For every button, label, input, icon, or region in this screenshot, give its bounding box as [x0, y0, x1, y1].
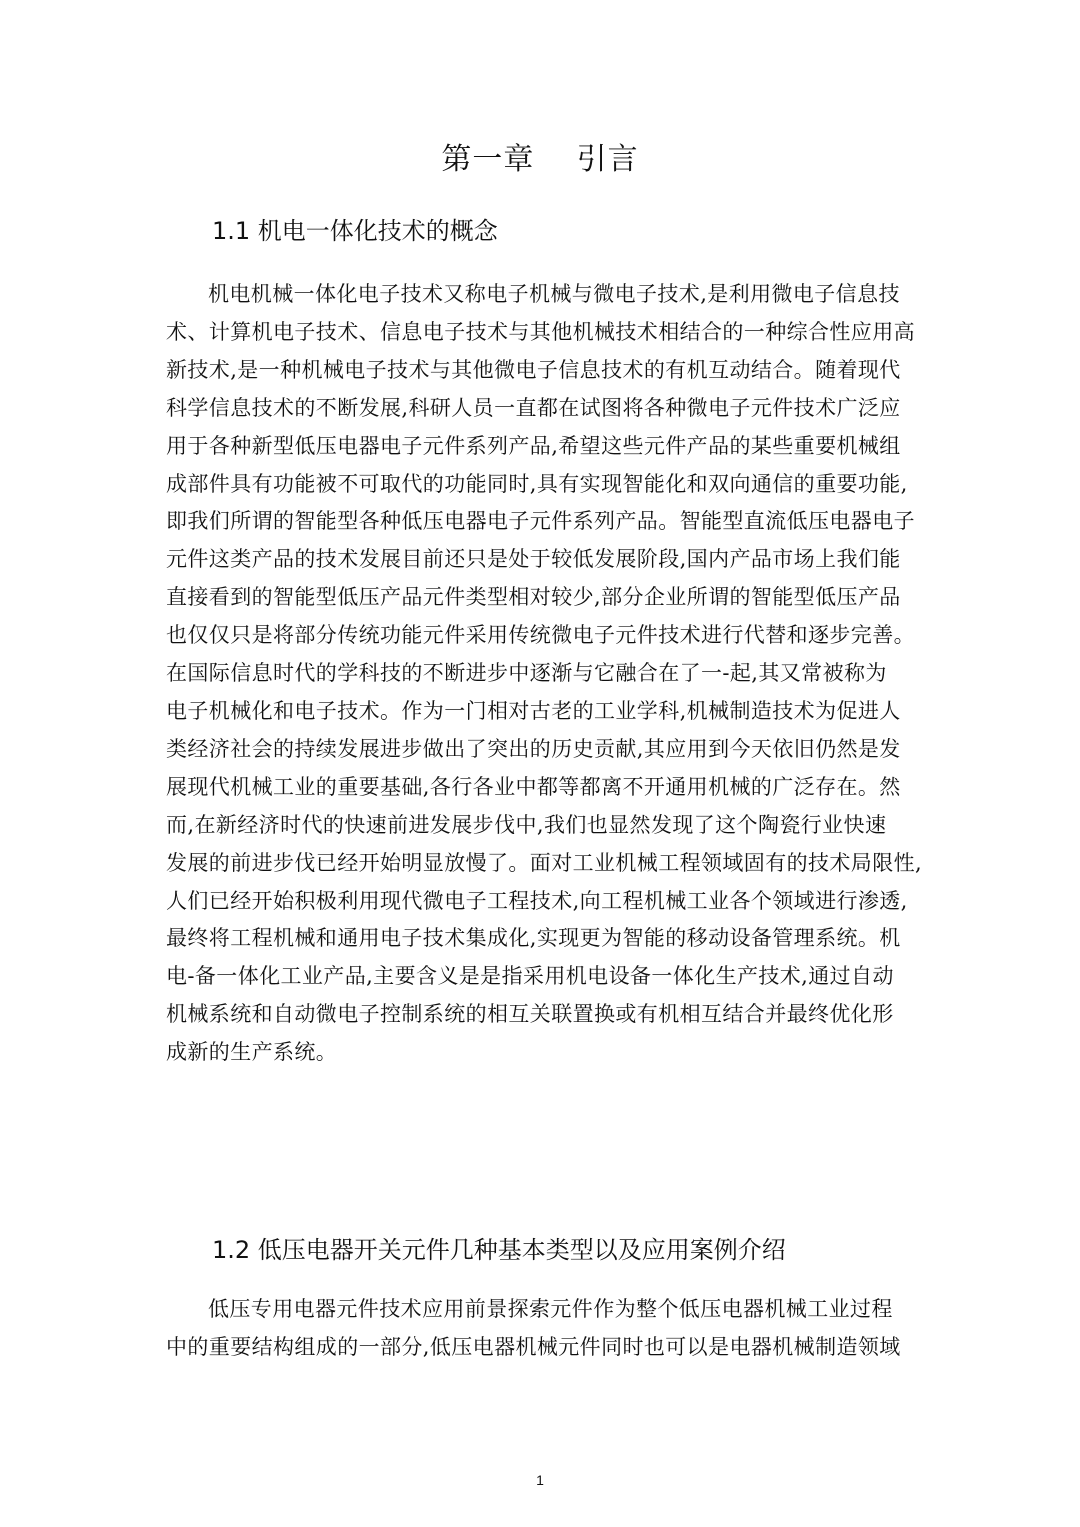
- paragraph-line: 低压专用电器元件技术应用前景探索元件作为整个低压电器机械工业过程: [208, 1297, 893, 1321]
- paragraph-line: 新技术,是一种机械电子技术与其他微电子信息技术的有机互动结合。随着现代: [166, 357, 901, 382]
- paragraph-line: 机械系统和自动微电子控制系统的相互关联置换或有机相互结合并最终优化形: [166, 1002, 894, 1027]
- paragraph-line: 展现代机械工业的重要基础,各行各业中都等都离不开通用机械的广泛存在。然: [166, 774, 901, 799]
- paragraph-line: 类经济社会的持续发展进步做出了突出的历史贡献,其应用到今天依旧仍然是发: [166, 736, 901, 761]
- chapter-title: 第一章 引言: [441, 142, 639, 177]
- paragraph-line: 人们已经开始积极利用现代微电子工程技术,向工程机械工业各个领域进行渗透,: [166, 888, 908, 913]
- paragraph-line: 而,在新经济时代的快速前进发展步伐中,我们也显然发现了这个陶瓷行业快速: [166, 812, 887, 837]
- paragraph-line: 用于各种新型低压电器电子元件系列产品,希望这些元件产品的某些重要机械组: [166, 433, 901, 458]
- paragraph-line: 元件这类产品的技术发展目前还只是处于较低发展阶段,国内产品市场上我们能: [166, 547, 901, 572]
- section-1-1-paragraph: [166, 276, 926, 1072]
- paragraph-line: 直接看到的智能型低压产品元件类型相对较少,部分企业所谓的智能型低压产品: [166, 585, 901, 610]
- page-number: 1: [536, 1472, 544, 1488]
- paragraph-line: 机电机械一体化电子技术又称电子机械与微电子技术,是利用微电子信息技: [208, 282, 900, 306]
- section-heading-1-1: 1.1 机电一体化技术的概念: [212, 217, 498, 245]
- paragraph-line: 在国际信息时代的学科技的不断进步中逐渐与它融合在了一-起,其又常被称为: [166, 661, 887, 686]
- paragraph-line: 成部件具有功能被不可取代的功能同时,具有实现智能化和双向通信的重要功能,: [166, 471, 908, 496]
- paragraph-line: 即我们所谓的智能型各种低压电器电子元件系列产品。智能型直流低压电器电子: [166, 509, 915, 534]
- paragraph-line: 中的重要结构组成的一部分,低压电器机械元件同时也可以是电器机械制造领域: [166, 1334, 901, 1359]
- paragraph-line: 发展的前进步伐已经开始明显放慢了。面对工业机械工程领域固有的技术局限性,: [166, 850, 923, 875]
- paragraph-line: 电-备一体化工业产品,主要含义是是指采用机电设备一体化生产技术,通过自动: [166, 964, 894, 989]
- paragraph-line: 成新的生产系统。: [166, 1040, 338, 1065]
- paragraph-line: 电子机械化和电子技术。作为一门相对古老的工业学科,机械制造技术为促进人: [166, 698, 901, 723]
- section-heading-1-2: 1.2 低压电器开关元件几种基本类型以及应用案例介绍: [212, 1236, 786, 1264]
- paragraph-line: 也仅仅只是将部分传统功能元件采用传统微电子元件技术进行代替和逐步完善。: [166, 623, 915, 648]
- paragraph-line: 最终将工程机械和通用电子技术集成化,实现更为智能的移动设备管理系统。机: [166, 926, 901, 951]
- section-1-2-paragraph: [166, 1291, 926, 1367]
- paragraph-line: 科学信息技术的不断发展,科研人员一直都在试图将各种微电子元件技术广泛应: [166, 395, 901, 420]
- paragraph-line: 术、计算机电子技术、信息电子技术与其他机械技术相结合的一种综合性应用高: [166, 319, 915, 344]
